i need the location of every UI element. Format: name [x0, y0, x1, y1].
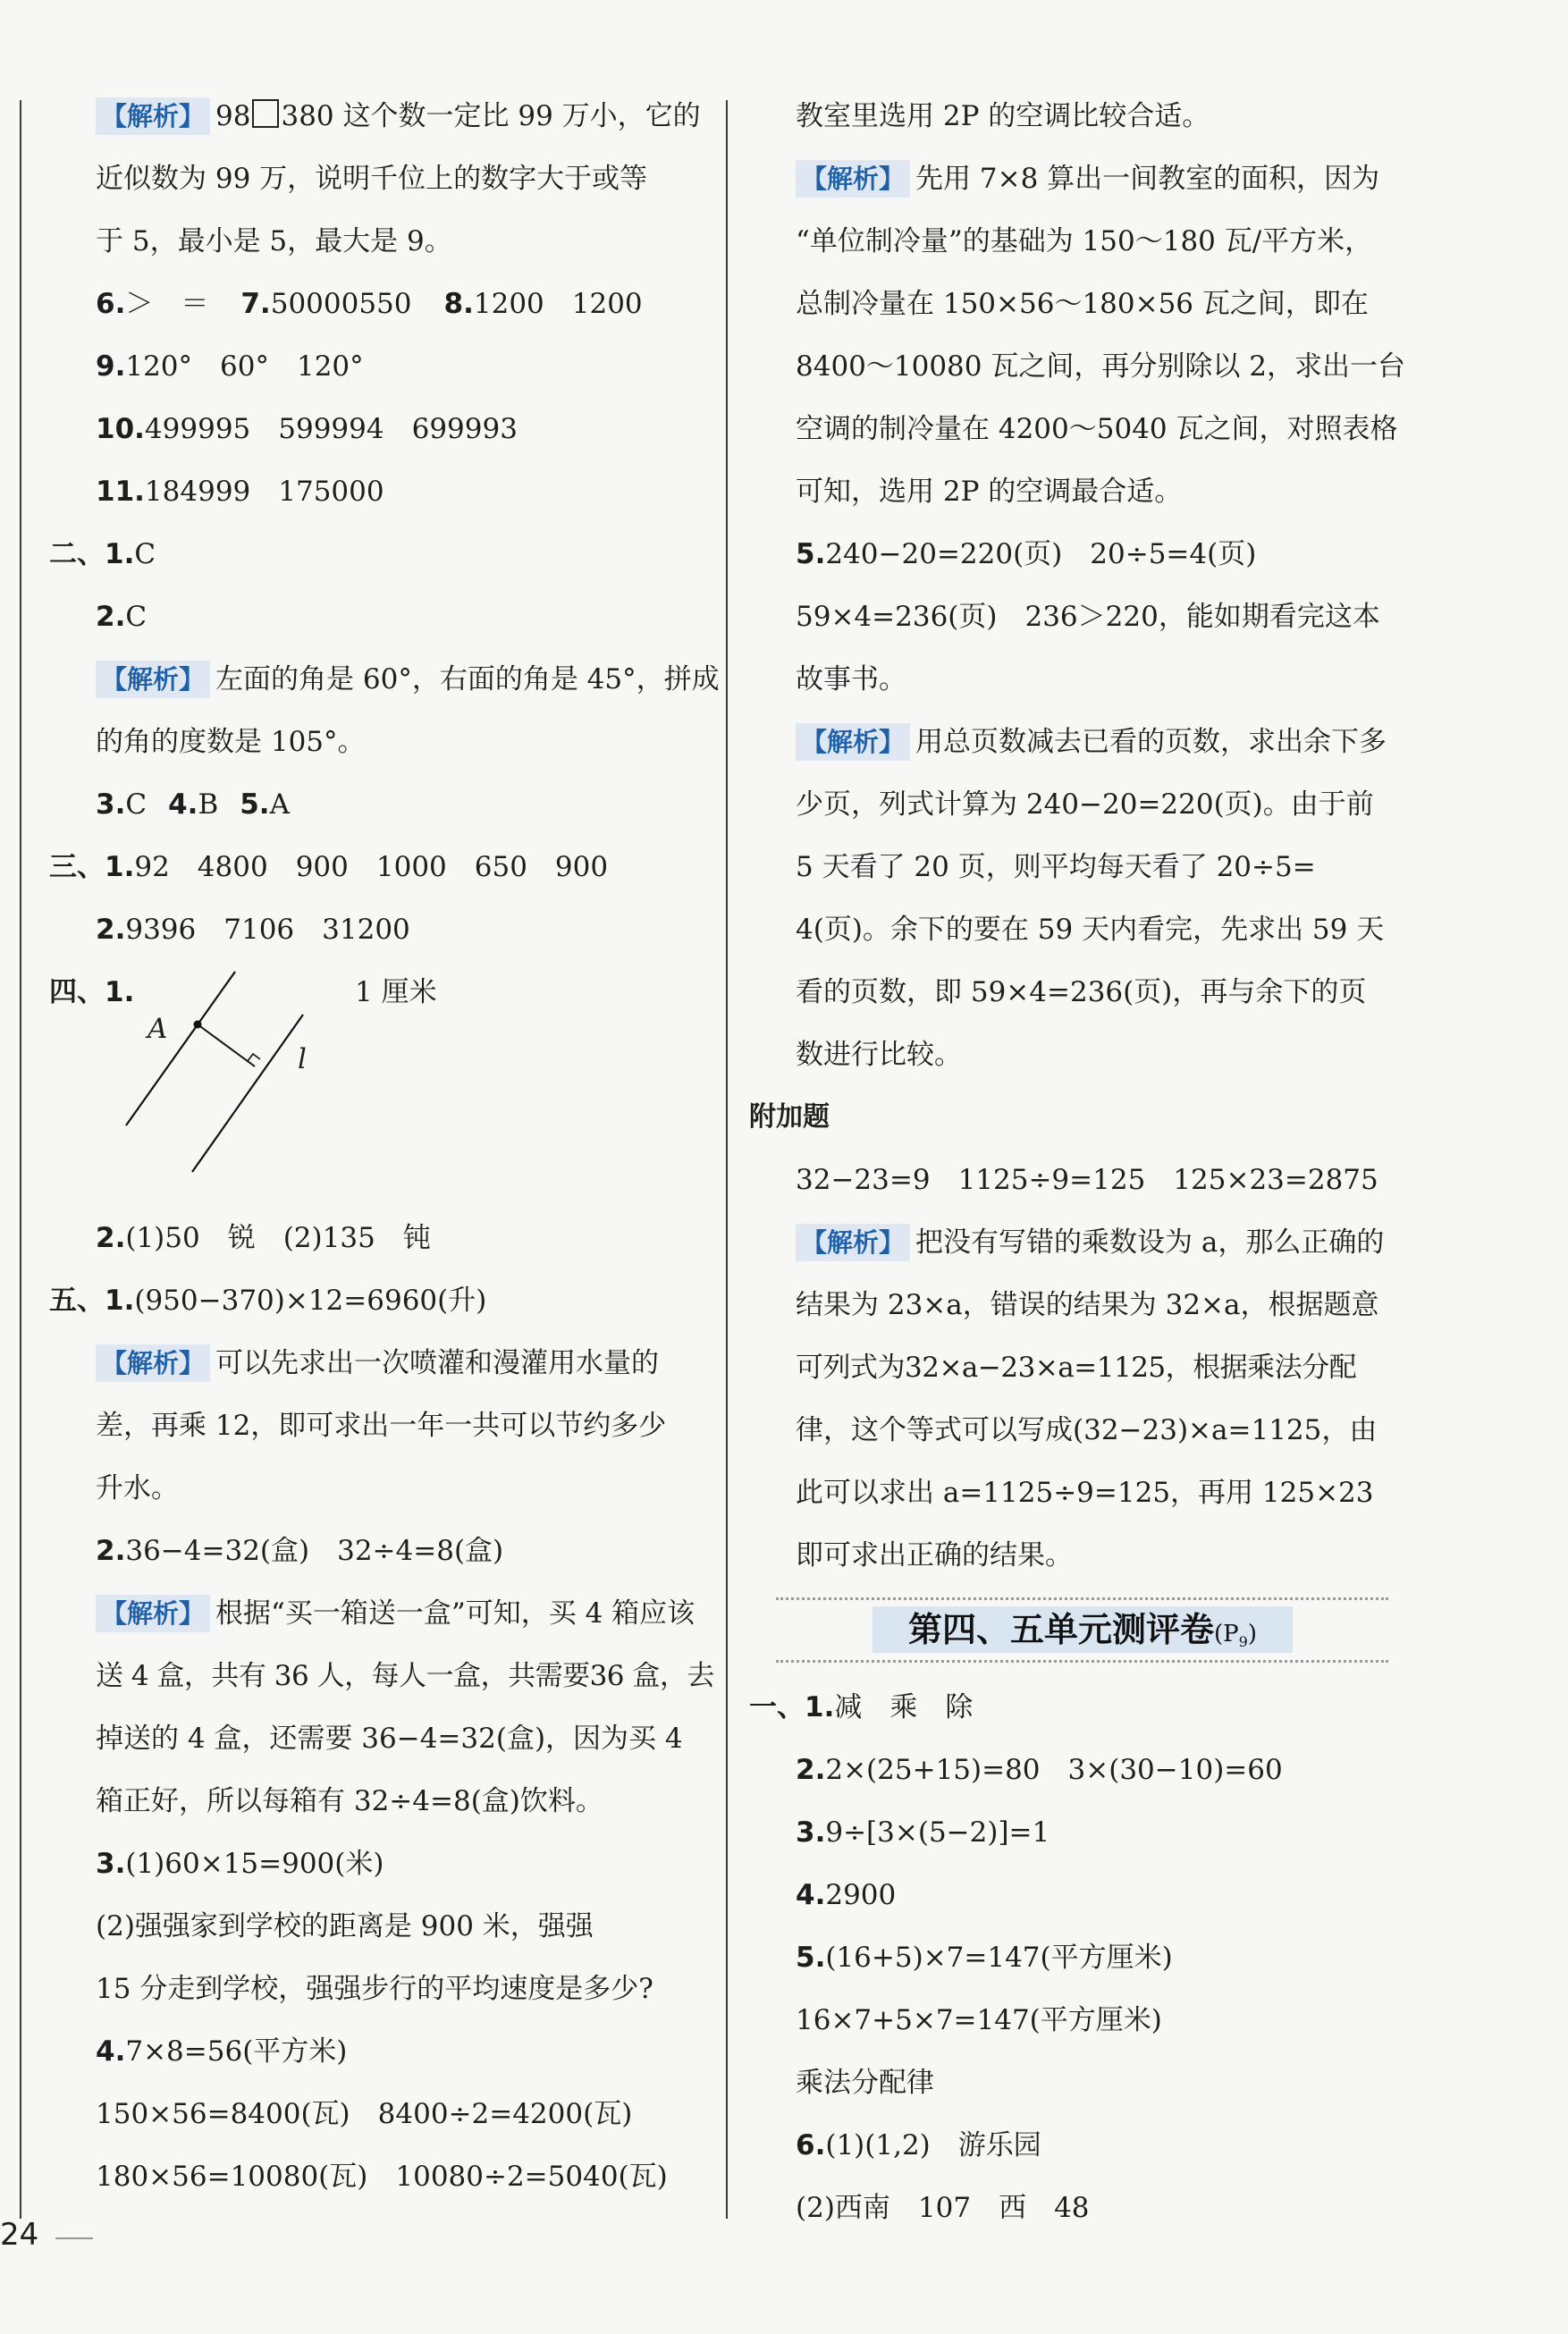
text-line: 总制冷量在 150×56～180×56 瓦之间，即在 [796, 288, 1369, 320]
text-line: 升水。 [96, 1472, 179, 1504]
answer-line: 4.7×8=56(平方米) [96, 2035, 348, 2068]
line-through-a [126, 972, 235, 1125]
answer-line: 3.(1)60×15=900(米) [96, 1848, 384, 1880]
text-line: 即可求出正确的结果。 [796, 1539, 1073, 1571]
scale-label: 1 厘米 [355, 976, 437, 1008]
text-line: 16×7+5×7=147(平方厘米) [796, 2004, 1162, 2036]
page-number-rule [55, 2237, 93, 2239]
text-line: 于 5，最小是 5，最大是 9。 [96, 225, 452, 257]
analysis-line: 【解析】 先用 7×8 算出一间教室的面积，因为 [749, 147, 1406, 210]
analysis-line: 【解析】 左面的角是 60°，右面的角是 45°，拼成 [49, 648, 706, 711]
text-line: (2)强强家到学校的距离是 900 米，强强 [96, 1910, 594, 1942]
line-l [192, 1015, 303, 1172]
analysis-tag: 【解析】 [796, 160, 910, 198]
text-line: 8400～10080 瓦之间，再分别除以 2，求出一台 [796, 350, 1405, 383]
parallel-lines-diagram [49, 961, 706, 1207]
text-line: 近似数为 99 万，说明千位上的数字大于或等 [96, 163, 648, 195]
answer-line: 9.120° 60° 120° [96, 350, 364, 383]
left-margin-rule [20, 100, 21, 2219]
analysis-tag: 【解析】 [96, 661, 210, 698]
analysis-line: 【解析】 根据“买一箱送一盒”可知，买 4 箱应该 [49, 1582, 706, 1645]
answer-line: 二、1.C [49, 538, 156, 570]
analysis-tag: 【解析】 [796, 1224, 910, 1261]
text-line: 箱正好，所以每箱有 32÷4=8(盒)饮料。 [96, 1785, 603, 1817]
text-line: (2)西南 107 西 48 [796, 2192, 1090, 2224]
text-line: 59×4=236(页) 236＞220，能如期看完这本 [796, 601, 1380, 633]
bonus-heading: 附加题 [749, 1101, 830, 1133]
analysis-tag: 【解析】 [796, 723, 910, 761]
answer-line: 2.(1)50 锐 (2)135 钝 [96, 1222, 431, 1254]
text-line: 此可以求出 a=1125÷9=125，再用 125×23 [796, 1477, 1374, 1509]
text-line: 故事书。 [796, 663, 906, 695]
answer-line: 2.2×(25+15)=80 3×(30−10)=60 [796, 1754, 1283, 1786]
section-title: 第四、五单元测评卷$(P_9)$ [873, 1606, 1293, 1653]
section-header [749, 1587, 1406, 1676]
text-line: 结果为 23×a，错误的结果为 32×a，根据题意 [796, 1289, 1379, 1321]
analysis-tag: 【解析】 [96, 97, 210, 135]
answer-line: 一、1.减 乘 除 [749, 1691, 974, 1723]
left-column [49, 85, 720, 2208]
text-line: 空调的制冷量在 4200～5040 瓦之间，对照表格 [796, 413, 1398, 445]
answer-line: 6.＞ ＝ 7.50000550 8.1200 1200 [96, 288, 643, 320]
analysis-line: 【解析】 用总页数减去已看的页数，求出余下多 [749, 711, 1406, 773]
answer-line: 10.499995 599994 699993 [96, 413, 518, 445]
blank-box [252, 99, 279, 128]
page-number: 24 [0, 2217, 39, 2253]
answer-line: 五、1.(950−370)×12=6960(升) [49, 1285, 487, 1317]
answer-line: 3.9÷[3×(5−2)]=1 [796, 1816, 1050, 1849]
point-label-a: A [148, 1013, 168, 1045]
text-line: 5 天看了 20 页，则平均每天看了 20÷5= [796, 851, 1316, 883]
text-line: 数进行比较。 [796, 1039, 962, 1071]
analysis-line: 【解析】 把没有写错的乘数设为 a，那么正确的 [749, 1211, 1406, 1274]
text-line: 差，再乘 12，即可求出一年一共可以节约多少 [96, 1410, 667, 1442]
answer-line: 5.(16+5)×7=147(平方厘米) [796, 1942, 1173, 1974]
text-line: “单位制冷量”的基础为 150～180 瓦/平方米， [796, 225, 1373, 257]
answer-line: 5.240−20=220(页) 20÷5=4(页) [796, 538, 1257, 570]
dotted-rule [776, 1660, 1388, 1663]
text-line: 15 分走到学校，强强步行的平均速度是多少? [96, 1973, 653, 2005]
right-column [749, 85, 1406, 2239]
text-line: 看的页数，即 59×4=236(页)，再与余下的页 [796, 976, 1367, 1008]
answer-line: 4.2900 [796, 1879, 897, 1911]
text-line: 可知，选用 2P 的空调最合适。 [796, 476, 1183, 508]
text-line: 掉送的 4 盒，还需要 36−4=32(盒)，因为买 4 [96, 1723, 683, 1755]
answer-line: 32−23=9 1125÷9=125 125×23=2875 [796, 1164, 1378, 1196]
text-line: 送 4 盒，共有 36 人，每人一盒，共需要36 盒，去 [96, 1660, 714, 1692]
parallel-lines-figure: 四、1. 1 厘米 A l [49, 961, 706, 1207]
text-line: 4(页)。余下的要在 59 天内看完，先求出 59 天 [796, 914, 1385, 946]
point-a [194, 1021, 202, 1029]
answer-line: 3.C 4.B 5.A [96, 788, 290, 821]
answer-line: 6.(1)(1,2) 游乐园 [796, 2129, 1041, 2161]
text-line: 180×56=10080(瓦) 10080÷2=5040(瓦) [96, 2161, 668, 2193]
answer-line: 11.184999 175000 [96, 476, 384, 508]
text-line: 150×56=8400(瓦) 8400÷2=4200(瓦) [96, 2098, 633, 2130]
text-line: 少页，列式计算为 240−20=220(页)。由于前 [796, 788, 1374, 821]
analysis-tag: 【解析】 [96, 1595, 210, 1632]
answer-line: 2.C [96, 601, 148, 633]
text-line: 的角的度数是 105°。 [96, 726, 366, 758]
text-line: 教室里选用 2P 的空调比较合适。 [796, 100, 1210, 132]
analysis-line: 【解析】 可以先求出一次喷灌和漫灌用水量的 [49, 1332, 706, 1395]
answer-line: 2.9396 7106 31200 [96, 914, 410, 946]
analysis-line: 【解析】 98 380 这个数一定比 99 万小，它的 [49, 85, 706, 147]
text-line: 乘法分配律 [796, 2067, 934, 2099]
dotted-rule [776, 1597, 1388, 1600]
line-label-l: l [298, 1043, 307, 1075]
analysis-tag: 【解析】 [96, 1344, 210, 1382]
answer-line: 三、1.92 4800 900 1000 650 900 [49, 851, 609, 883]
right-angle-mark [248, 1054, 260, 1061]
perpendicular-segment [198, 1024, 255, 1066]
text-line: 可列式为32×a−23×a=1125，根据乘法分配 [796, 1352, 1357, 1384]
answer-line: 2.36−4=32(盒) 32÷4=8(盒) [96, 1535, 504, 1567]
text-line: 律，这个等式可以写成(32−23)×a=1125，由 [796, 1414, 1378, 1446]
column-divider [726, 100, 728, 2219]
